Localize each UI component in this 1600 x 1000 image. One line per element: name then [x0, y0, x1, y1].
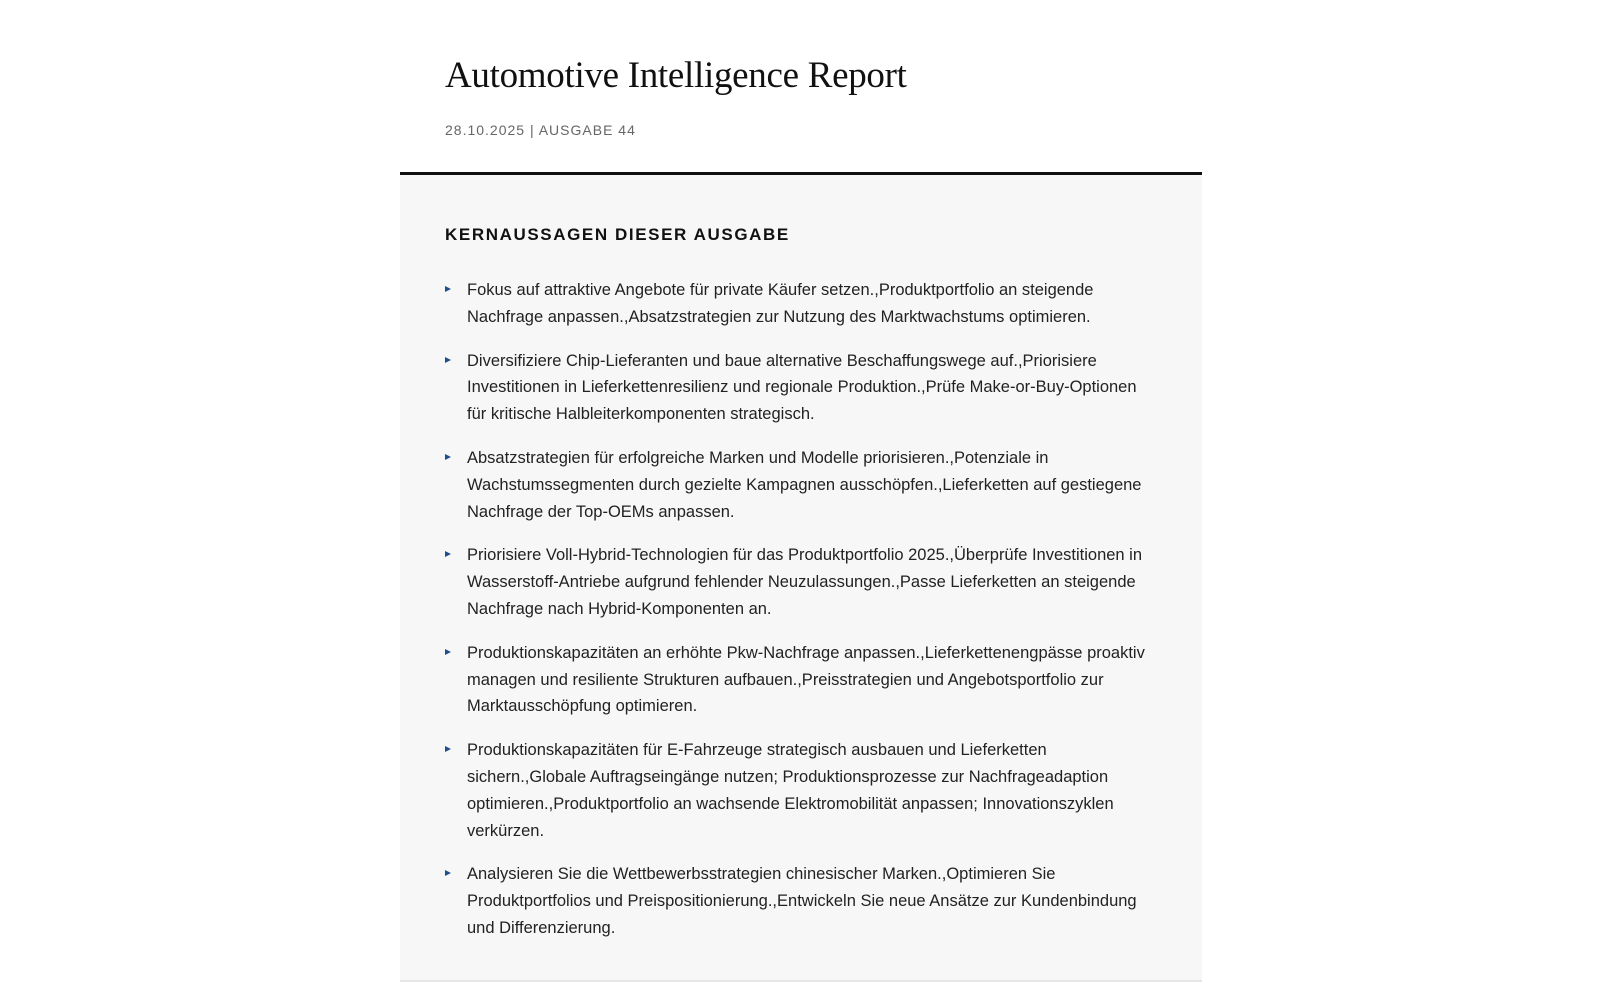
triangle-bullet-icon: [445, 649, 451, 655]
key-point-item: [445, 640, 1157, 720]
key-point-text: Priorisiere Voll-Hybrid-Technologien für das Produktportfolio 2025.,Überprüfe Investitionen in Wasserstoff-Antriebe aufgrund fehlender Neuzulassungen.,Passe Lieferketten an steigende Nachfrage nach Hybrid-Komponenten an.: [467, 546, 1143, 618]
triangle-bullet-icon: [445, 357, 451, 363]
triangle-bullet-icon: [445, 746, 451, 752]
key-point-item: [445, 445, 1157, 525]
report-header: [400, 0, 1202, 172]
key-point-text: Analysieren Sie die Wettbewerbsstrategien chinesischer Marken.,Optimieren Sie Produktportfolios und Preispositionierung.,Entwickeln Sie neue Ansätze zur Kundenbindung und Differenzierung.: [467, 865, 1137, 937]
key-point-item: [445, 542, 1157, 622]
key-point-text: Fokus auf attraktive Angebote für private Käufer setzen.,Produktportfolio an steigende Nachfrage anpassen.,Absatzstrategien zur Nutzung des Marktwachstums optimieren.: [467, 281, 1094, 326]
key-points-list: [445, 277, 1157, 942]
triangle-bullet-icon: [445, 454, 451, 460]
key-point-item: [445, 861, 1157, 941]
key-point-item: [445, 277, 1157, 331]
key-points-heading: KERNAUSSAGEN DIESER AUSGABE: [445, 225, 790, 244]
report-page: [400, 0, 1202, 1000]
report-meta: 28.10.2025 | AUSGABE 44: [445, 122, 636, 138]
triangle-bullet-icon: [445, 286, 451, 292]
key-point-text: Diversifiziere Chip-Lieferanten und baue alternative Beschaffungswege auf.,Priorisiere Investitionen in Lieferkettenresilienz und regionale Produktion.,Prüfe Make-or-Buy-Optionen für kritische Halbleiterkomponenten strategisch.: [467, 351, 1137, 424]
triangle-bullet-icon: [445, 551, 451, 557]
report-title: Automotive Intelligence Report: [445, 55, 907, 96]
key-point-text: Produktionskapazitäten an erhöhte Pkw-Nachfrage anpassen.,Lieferkettenengpässe proaktiv managen und resiliente Strukturen aufbauen.,Preisstrategien und Angebotsportfolio zur Marktausschöpfung optimieren.: [467, 643, 1145, 716]
key-point-text: Absatzstrategien für erfolgreiche Marken und Modelle priorisieren.,Potenziale in Wachstumssegmenten durch gezielte Kampagnen ausschöpfen.,Lieferketten auf gestiegene Nachfrage der Top-OEMs anpassen.: [467, 448, 1142, 521]
key-point-item: [445, 737, 1157, 844]
key-points-panel: [400, 175, 1202, 982]
key-point-item: [445, 348, 1157, 428]
triangle-bullet-icon: [445, 870, 451, 876]
key-point-text: Produktionskapazitäten für E-Fahrzeuge strategisch ausbauen und Lieferketten sichern.,Globale Auftragseingänge nutzen; Produktionsprozesse zur Nachfrageadaption optimieren.,Produktportfolio an wachsende Elektromobilität anpassen; Innovationszyklen verkürzen.: [467, 741, 1114, 840]
